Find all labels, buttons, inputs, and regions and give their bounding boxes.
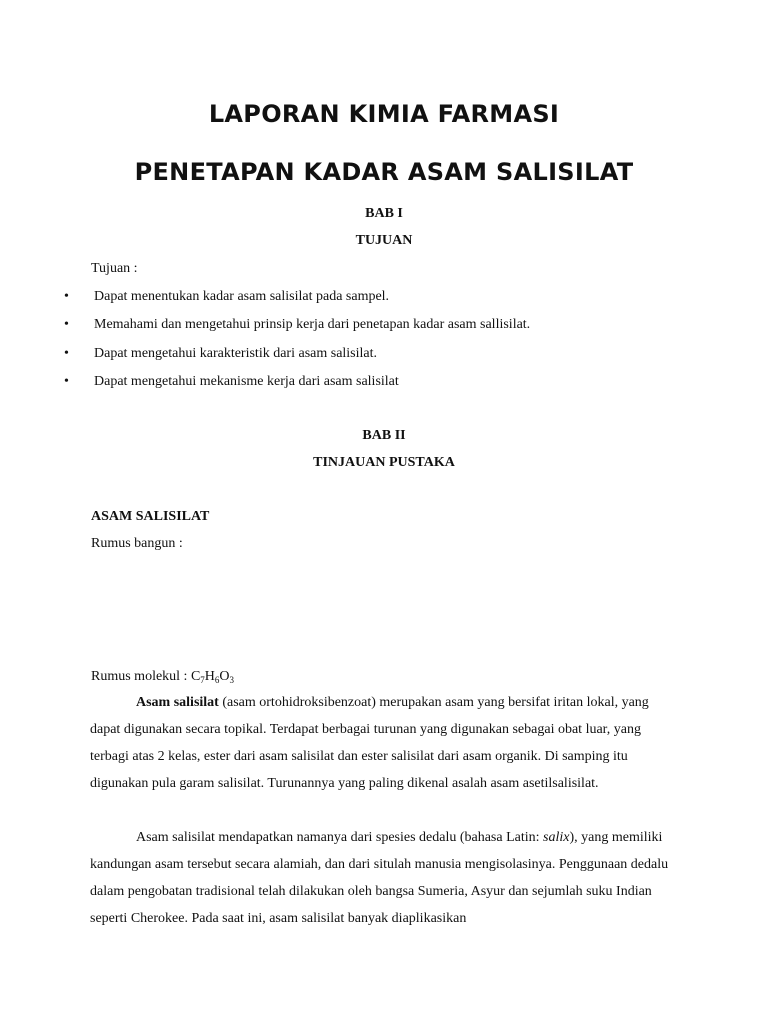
list-item: Dapat mengetahui karakteristik dari asam salisilat. bbox=[94, 346, 378, 361]
para1-text: (asam ortohidroksibenzoat) merupakan asam yang bersifat iritan lokal, yang dapat digunakan secara topikal. Terdapat berbagai turunan yang digunakan sebagai obat luar, yang terbagi atas 2 kelas, ester dari asam salisilat dan ester salisilat dari asam organik. Di samping itu digunakan pula garam salisilat. Turunannya yang paling dikenal asalah asam asetilsalisilat. bbox=[90, 695, 649, 791]
tujuan-label: Tujuan : bbox=[91, 261, 138, 276]
formula-c: C bbox=[190, 669, 201, 684]
formula-c-sub: 7 bbox=[200, 675, 205, 685]
bab2-label: BAB II bbox=[362, 428, 406, 443]
bab1-heading: TUJUAN bbox=[355, 233, 413, 248]
bab2-heading: TINJAUAN PUSTAKA bbox=[313, 455, 455, 470]
rumus-molekul-label: Rumus molekul : bbox=[91, 669, 191, 684]
rumus-bangun-label: Rumus bangun : bbox=[91, 536, 183, 551]
bullet-icon: • bbox=[64, 346, 69, 361]
bullet-icon: • bbox=[64, 317, 69, 332]
bab1-label: BAB I bbox=[365, 206, 403, 221]
formula-h: H bbox=[204, 669, 215, 684]
paragraph-asam-salisilat bbox=[90, 689, 674, 797]
bullet-icon: • bbox=[64, 374, 69, 389]
para2-text-b: ), yang memiliki kandungan asam tersebut secara alamiah, dan dari situlah manusia mengisolasinya. Penggunaan dedalu dalam pengobatan tradisional telah dilakukan oleh bangsa Sumeria, Asyur dan sejumlah suku Indian seperti Cherokee. Pada saat ini, asam salisilat banyak diaplikasikan bbox=[90, 830, 669, 926]
document-title: LAPORAN KIMIA FARMASI bbox=[208, 100, 560, 128]
para2-italic: salix bbox=[543, 830, 570, 845]
para2-text-a: Asam salisilat mendapatkan namanya dari spesies dedalu (bahasa Latin: bbox=[136, 830, 544, 845]
formula-h-sub: 6 bbox=[214, 675, 220, 685]
rumus-molekul bbox=[91, 669, 234, 685]
list-item: Memahami dan mengetahui prinsip kerja dari penetapan kadar asam sallisilat. bbox=[94, 317, 531, 332]
list-item: Dapat menentukan kadar asam salisilat pada sampel. bbox=[94, 289, 390, 304]
para1-bold-term: Asam salisilat bbox=[136, 695, 219, 710]
document-subtitle: PENETAPAN KADAR ASAM SALISILAT bbox=[134, 158, 634, 186]
formula-o-sub: 3 bbox=[229, 675, 235, 685]
formula-o: O bbox=[219, 669, 230, 684]
list-item: Dapat mengetahui mekanisme kerja dari asam salisilat bbox=[94, 374, 399, 389]
section-heading: ASAM SALISILAT bbox=[91, 509, 210, 524]
paragraph-asal-nama bbox=[90, 824, 674, 932]
bullet-icon: • bbox=[64, 289, 69, 304]
